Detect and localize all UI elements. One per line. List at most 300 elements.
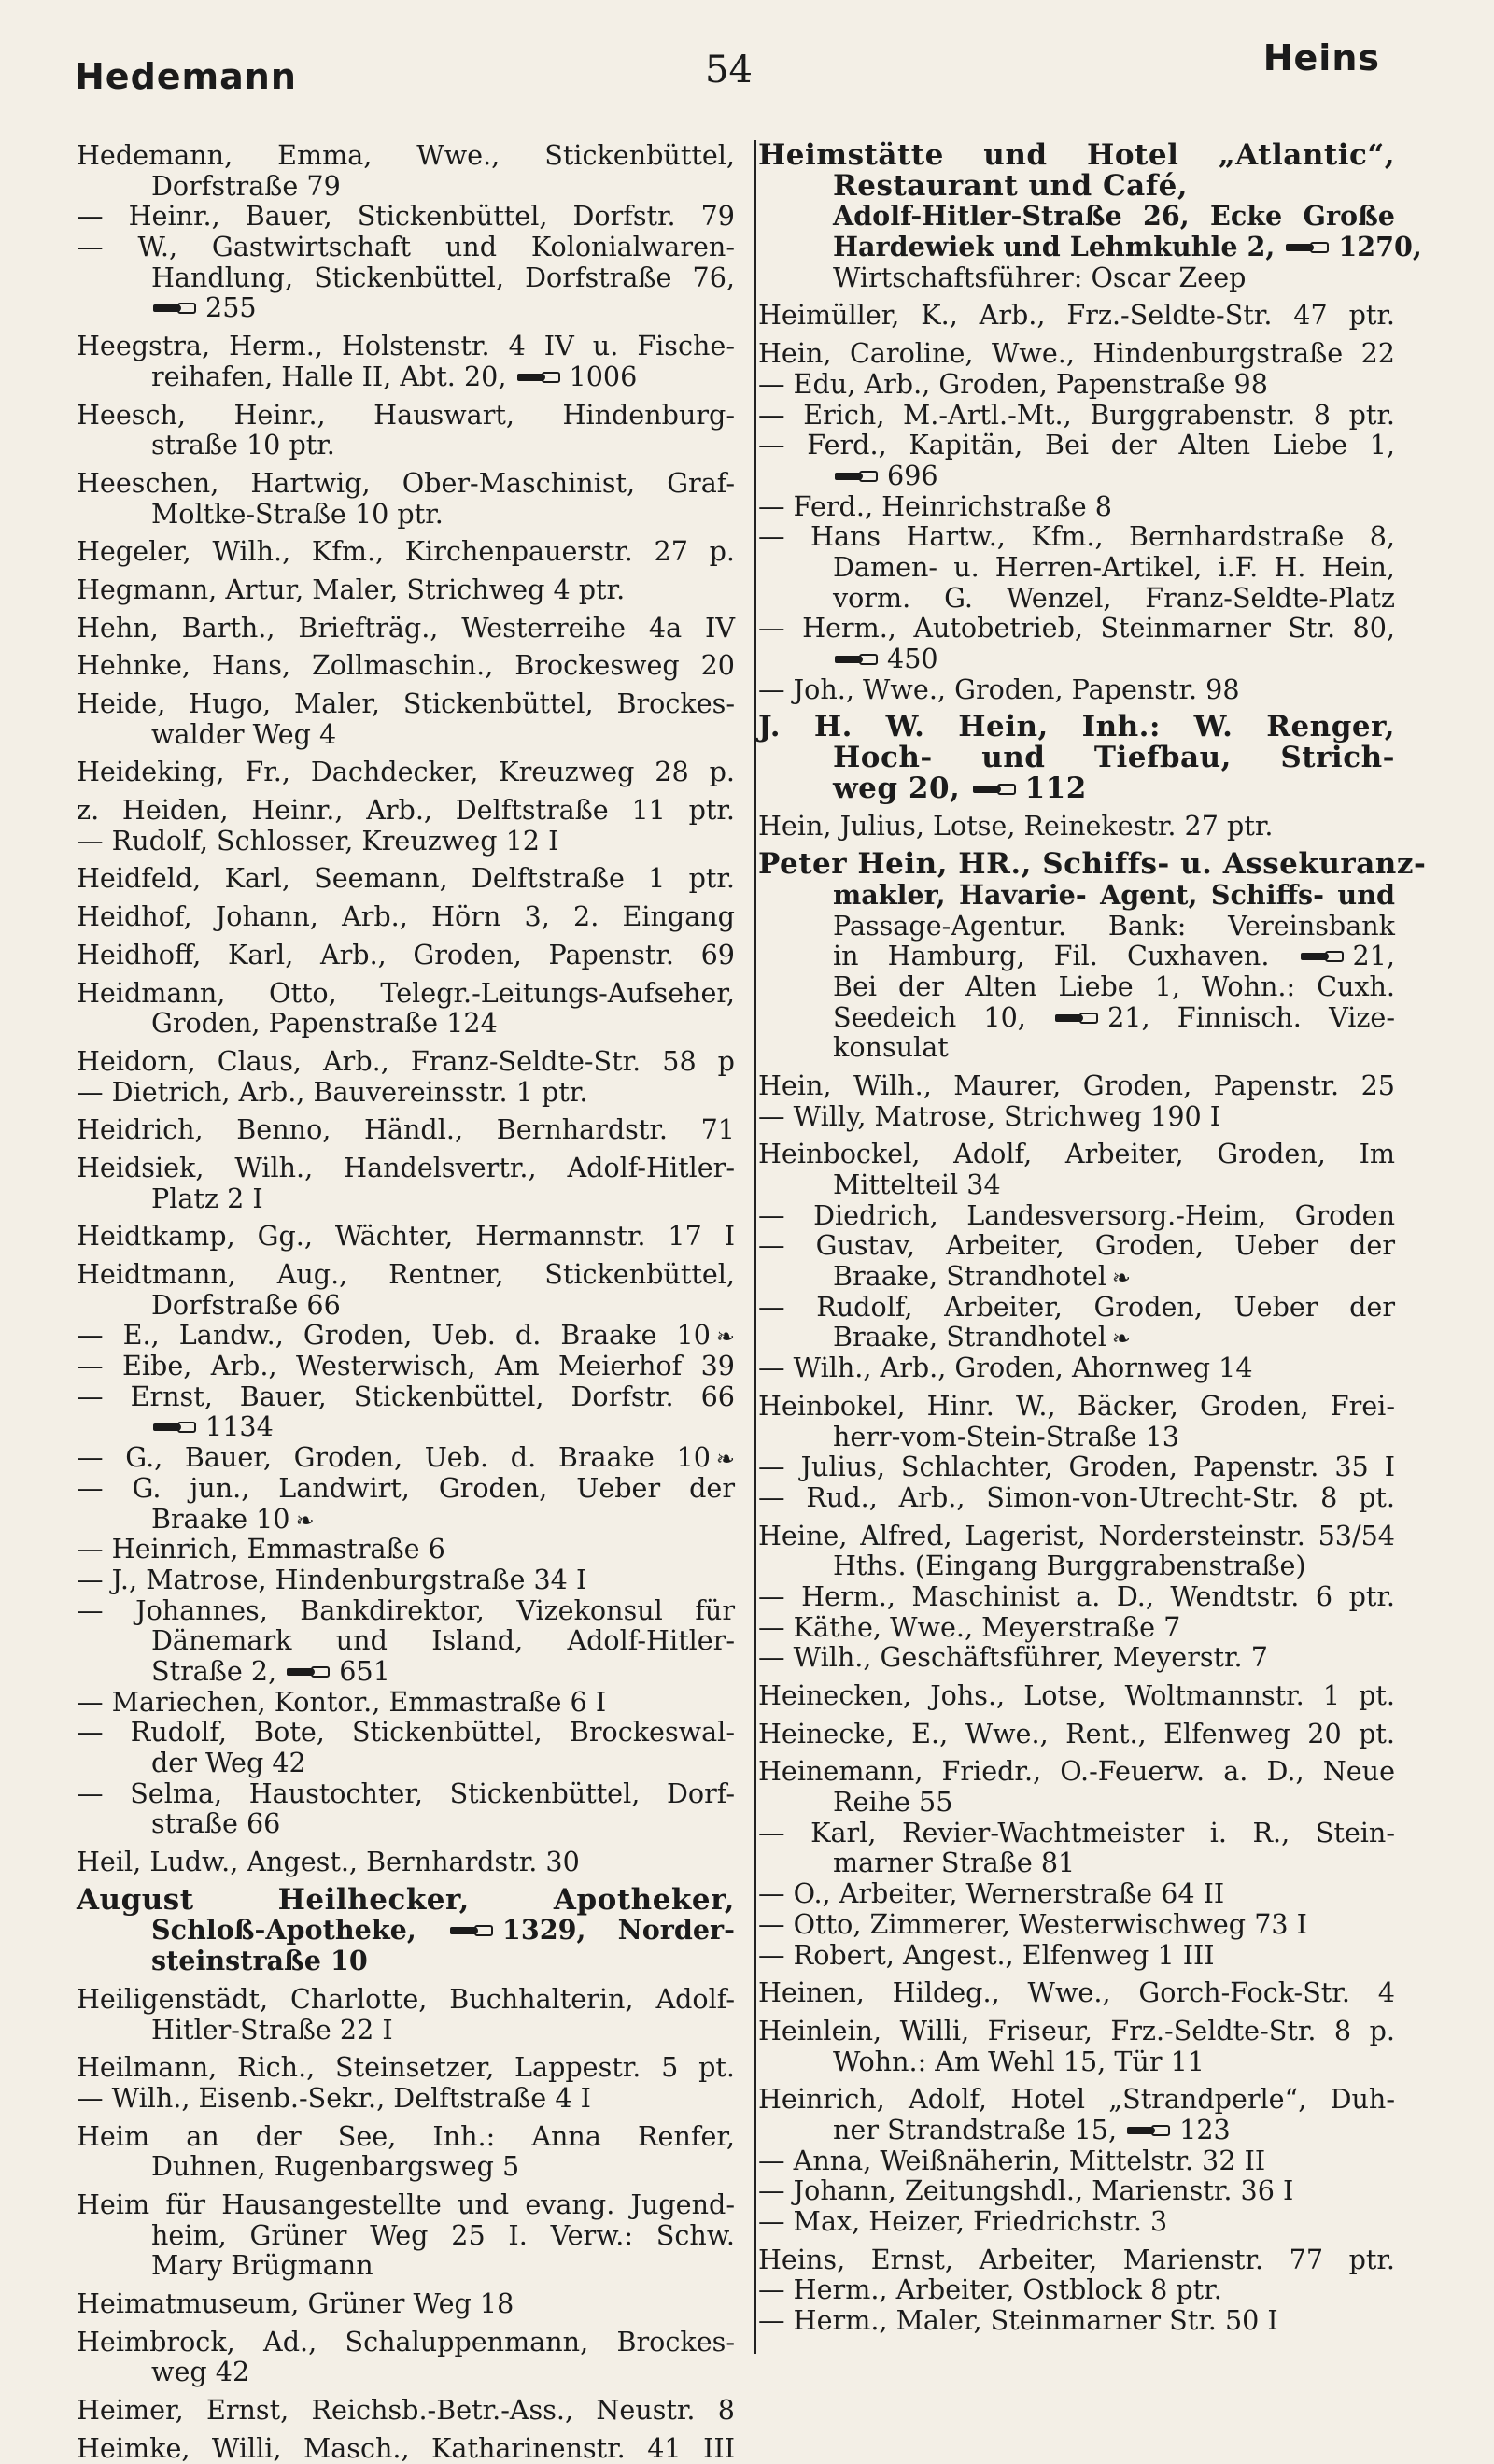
directory-line xyxy=(758,140,1395,171)
directory-line xyxy=(77,2327,735,2358)
directory-line xyxy=(758,1680,1395,1711)
telephone-icon xyxy=(1301,951,1344,962)
entry-text: — Julius, Schlachter, Groden, Papenstr. 35 I xyxy=(758,1451,1395,1483)
entry-text: Hein, Julius, Lotse, Reinekestr. 27 ptr. xyxy=(758,810,1274,843)
entry-text: — Mariechen, Kontor., Emmastraße 6 I xyxy=(77,1685,607,1718)
directory-line xyxy=(77,978,735,1009)
directory-line xyxy=(758,674,1395,705)
entry-text: — Rudolf, Schlosser, Kreuzweg 12 I xyxy=(77,824,559,857)
directory-line xyxy=(758,491,1395,522)
directory-line xyxy=(77,2357,735,2387)
directory-line xyxy=(758,552,1395,583)
entry-text: — Otto, Zimmerer, Westerwischweg 73 I xyxy=(758,1907,1307,1940)
entry-text: — J., Matrose, Hindenburgstraße 34 I xyxy=(77,1563,587,1595)
entry-text: J. H. W. Hein, Inh.: W. Renger, xyxy=(758,710,1395,744)
directory-line xyxy=(758,2175,1395,2206)
entry-text: — Ernst, Bauer, Stickenbüttel, Dorfstr. 66 xyxy=(77,1380,735,1412)
entry-text: straße 66 xyxy=(151,1807,281,1840)
directory-line xyxy=(758,1292,1395,1323)
directory-line xyxy=(77,430,735,460)
directory-line xyxy=(758,1521,1395,1551)
entry-text: Heine, Alfred, Lagerist, Nordersteinstr. 53/54 xyxy=(758,1519,1395,1551)
directory-line xyxy=(77,688,735,719)
entry-text: der Weg 42 xyxy=(151,1747,306,1778)
entry-text: Heinlein, Willi, Friseur, Frz.-Seldte-Str. 8 p. xyxy=(758,2014,1395,2046)
entry-text: Seedeich 10, xyxy=(833,1000,1026,1033)
entry-text: Heil, Ludw., Angest., Bernhardstr. 30 xyxy=(77,1846,580,1878)
entry-text: konsulat xyxy=(833,1031,949,1064)
directory-line xyxy=(758,1940,1395,1971)
post-horn-icon: ❧ xyxy=(1111,1325,1132,1352)
entry-text: — Wilh., Arb., Groden, Ahornweg 14 xyxy=(758,1352,1253,1384)
entry-text: Heim für Hausangestellte und evang. Jugend- xyxy=(77,2188,735,2220)
directory-line xyxy=(77,2395,735,2426)
directory-line xyxy=(77,1183,735,1214)
directory-line xyxy=(758,2145,1395,2176)
directory-line xyxy=(758,201,1395,232)
telephone-number: 651 xyxy=(339,1654,390,1687)
entry-text: Heilmann, Rich., Steinsetzer, Lappestr. 5 pt. xyxy=(77,2051,735,2084)
entry-text: — Ferd., Heinrichstraße 8 xyxy=(758,489,1112,522)
entry-text: — Johann, Zeitungshdl., Marienstr. 36 I xyxy=(758,2174,1294,2207)
directory-line xyxy=(758,1977,1395,2008)
entry-text: — O., Arbeiter, Wernerstraße 64 II xyxy=(758,1877,1225,1910)
directory-line xyxy=(77,201,735,232)
entry-text: weg 42 xyxy=(151,2356,250,2388)
directory-line xyxy=(77,232,735,262)
directory-line xyxy=(758,1352,1395,1383)
directory-line xyxy=(77,2151,735,2182)
directory-line xyxy=(77,1046,735,1077)
directory-line xyxy=(77,400,735,431)
entry-text: Heidsiek, Wilh., Handelsvertr., Adolf-Hitler- xyxy=(77,1151,735,1183)
directory-line xyxy=(77,2121,735,2152)
telephone-icon xyxy=(835,471,878,482)
entry-text: z. Heiden, Heinr., Arb., Delftstraße 11 ptr. xyxy=(77,794,735,827)
directory-line xyxy=(77,1882,735,1917)
entry-text: marner Straße 81 xyxy=(833,1847,1076,1879)
entry-text: — Eibe, Arb., Westerwisch, Am Meierhof 39 xyxy=(77,1350,735,1382)
directory-line xyxy=(758,1818,1395,1848)
entry-text: Passage-Agentur. Bank: Vereinsbank xyxy=(833,909,1395,942)
entry-text: steinstraße 10 xyxy=(151,1945,368,1977)
entry-text: Heideking, Fr., Dachdecker, Kreuzweg 28 p. xyxy=(77,756,735,788)
telephone-icon xyxy=(835,654,878,665)
directory-line xyxy=(758,644,1395,674)
entry-text: Schloß-Apotheke, xyxy=(151,1914,416,1947)
column-divider xyxy=(754,140,756,2354)
telephone-icon xyxy=(1286,242,1329,253)
entry-text: Heiligenstädt, Charlotte, Buchhalterin, Adolf- xyxy=(77,1982,735,2015)
directory-line xyxy=(77,2220,735,2251)
directory-line xyxy=(758,2274,1395,2305)
directory-line xyxy=(758,262,1395,293)
telephone-number: 21, Finnisch. Vize- xyxy=(1107,1000,1396,1033)
entry-text: Heidtkamp, Gg., Wächter, Hermannstr. 17 I xyxy=(77,1220,735,1253)
entry-text: — Diedrich, Landesversorg.-Heim, Groden xyxy=(758,1198,1395,1231)
entry-text: — Herm., Autobetrieb, Steinmarner Str. 80, xyxy=(758,612,1395,644)
directory-line xyxy=(77,940,735,970)
directory-line xyxy=(77,1504,735,1535)
directory-line xyxy=(77,757,735,787)
entry-text: Heimbrock, Ad., Schaluppenmann, Brockes- xyxy=(77,2325,735,2358)
entry-text: ner Strandstraße 15, xyxy=(833,2113,1118,2145)
directory-line xyxy=(77,613,735,644)
entry-text: Heeschen, Hartwig, Ober-Maschinist, Graf- xyxy=(77,466,735,499)
entry-text: Hegeler, Wilh., Kfm., Kirchenpauerstr. 27 p. xyxy=(77,535,735,568)
entry-text: — Joh., Wwe., Groden, Papenstr. 98 xyxy=(758,673,1240,705)
directory-line xyxy=(758,1230,1395,1261)
directory-line xyxy=(758,712,1395,743)
directory-line xyxy=(758,2206,1395,2237)
directory-line xyxy=(77,1534,735,1565)
directory-line xyxy=(77,1625,735,1656)
telephone-icon xyxy=(517,372,560,383)
entry-text: Braake, Strandhotel xyxy=(833,1260,1106,1293)
right-column xyxy=(758,138,1427,2337)
directory-line xyxy=(758,300,1395,331)
entry-text: — G. jun., Landwirt, Groden, Ueber der xyxy=(77,1471,735,1504)
directory-line xyxy=(758,811,1395,842)
directory-line xyxy=(77,262,735,293)
entry-text: Restaurant und Café, xyxy=(833,168,1189,203)
entry-text: — Erich, M.-Artl.-Mt., Burggrabenstr. 8 ptr. xyxy=(758,398,1395,431)
directory-line xyxy=(758,369,1395,400)
entry-text: Dänemark und Island, Adolf-Hitler- xyxy=(151,1624,735,1657)
directory-line xyxy=(77,1473,735,1504)
entry-text: 450 xyxy=(887,643,938,674)
directory-line xyxy=(77,2015,735,2046)
entry-text: in Hamburg, Fil. Cuxhaven. xyxy=(833,940,1270,972)
directory-line xyxy=(758,1451,1395,1482)
telephone-icon xyxy=(1055,1013,1098,1024)
directory-line xyxy=(758,911,1395,942)
directory-line xyxy=(758,847,1427,882)
entry-text: Peter Hein, HR., Schiffs- u. Assekuranz- xyxy=(758,847,1427,882)
telephone-icon xyxy=(287,1666,330,1678)
entry-text: Hitler-Straße 22 I xyxy=(151,2013,393,2046)
directory-line xyxy=(77,1984,735,2015)
entry-text: — Wilh., Eisenb.-Sekr., Delftstraße 4 I xyxy=(77,2081,591,2114)
directory-line xyxy=(77,1946,735,1976)
directory-line xyxy=(77,1320,735,1351)
directory-line xyxy=(77,1381,735,1412)
directory-line xyxy=(758,1261,1395,1292)
directory-line xyxy=(758,1002,1395,1033)
entry-text: makler, Havarie- Agent, Schiffs- und xyxy=(833,878,1395,911)
entry-text: Hein, Wilh., Maurer, Groden, Papenstr. 25 xyxy=(758,1069,1395,1101)
entry-text: Groden, Papenstraße 124 xyxy=(151,1007,498,1040)
telephone-number: 1329, Norder- xyxy=(501,1914,735,1947)
entry-text: Heinbockel, Adolf, Arbeiter, Groden, Im xyxy=(758,1138,1395,1170)
entry-text: Hehnke, Hans, Zollmaschin., Brockesweg 20 xyxy=(77,649,735,682)
entry-text: — Robert, Angest., Elfenweg 1 III xyxy=(758,1938,1215,1971)
entry-text: Heimüller, K., Arb., Frz.-Seldte-Str. 47 ptr. xyxy=(758,299,1395,332)
entry-text: Hoch- und Tiefbau, Strich- xyxy=(833,741,1395,775)
directory-line xyxy=(77,795,735,826)
entry-text: Heim an der See, Inh.: Anna Renfer, xyxy=(77,2119,735,2152)
directory-line xyxy=(758,460,1395,491)
directory-line xyxy=(77,292,735,323)
entry-text: — Selma, Haustochter, Stickenbüttel, Dorf- xyxy=(77,1777,735,1809)
entry-text: Heidtmann, Aug., Rentner, Stickenbüttel, xyxy=(77,1258,735,1290)
entry-text: 696 xyxy=(887,459,938,491)
directory-line xyxy=(758,1322,1395,1352)
directory-line xyxy=(758,338,1395,369)
directory-line xyxy=(77,1351,735,1381)
directory-line xyxy=(758,168,1395,203)
directory-line xyxy=(77,1717,735,1748)
directory-line xyxy=(77,468,735,499)
directory-line xyxy=(77,1153,735,1183)
directory-line xyxy=(77,1411,735,1442)
entry-text: Mary Brügmann xyxy=(151,2249,374,2282)
entry-text: — Ferd., Kapitän, Bei der Alten Liebe 1, xyxy=(758,429,1395,461)
directory-line xyxy=(77,719,735,750)
entry-text: — Edu, Arb., Groden, Papenstraße 98 xyxy=(758,367,1268,400)
directory-line xyxy=(758,1391,1395,1422)
directory-line xyxy=(77,1915,735,1946)
entry-text: heim, Grüner Weg 25 I. Verw.: Schw. xyxy=(151,2218,735,2251)
directory-line xyxy=(758,2016,1395,2046)
entry-text: 255 xyxy=(205,291,257,324)
directory-line xyxy=(758,231,1422,263)
entry-text: Heimatmuseum, Grüner Weg 18 xyxy=(77,2287,514,2319)
directory-line xyxy=(758,1169,1395,1200)
entry-text: — E., Landw., Groden, Ueb. d. Braake 10 xyxy=(77,1319,711,1352)
directory-line xyxy=(758,430,1395,460)
telephone-number: 112 xyxy=(1024,771,1087,805)
entry-text: Heimer, Ernst, Reichsb.-Betr.-Ass., Neustr. 8 xyxy=(77,2394,735,2427)
entry-text: Damen- u. Herren-Artikel, i.F. H. Hein, xyxy=(833,550,1395,583)
entry-text: walder Weg 4 xyxy=(151,717,337,750)
entry-text: reihafen, Halle II, Abt. 20, xyxy=(151,360,507,392)
entry-text: August Heilhecker, Apotheker, xyxy=(77,1882,735,1917)
directory-line xyxy=(758,941,1395,971)
entry-text: — Johannes, Bankdirektor, Vizekonsul für xyxy=(77,1593,735,1626)
directory-line xyxy=(758,1070,1395,1101)
directory-line xyxy=(77,1259,735,1290)
entry-text: Mittelteil 34 xyxy=(833,1168,1001,1200)
entry-text: — Gustav, Arbeiter, Groden, Ueber der xyxy=(758,1229,1395,1262)
directory-line xyxy=(77,140,735,171)
directory-line xyxy=(77,650,735,681)
entry-text: Wohn.: Am Wehl 15, Tür 11 xyxy=(833,2045,1205,2077)
entry-text: Adolf-Hitler-Straße 26, Ecke Große xyxy=(833,200,1395,233)
entry-text: Heidfeld, Karl, Seemann, Delftstraße 1 ptr. xyxy=(77,862,735,895)
directory-line xyxy=(77,1687,735,1718)
entry-text: straße 10 ptr. xyxy=(151,429,335,461)
directory-line xyxy=(758,1032,1395,1063)
directory-line xyxy=(77,2052,735,2083)
entry-text: — Willy, Matrose, Strichweg 190 I xyxy=(758,1099,1221,1132)
directory-line xyxy=(758,880,1395,911)
directory-line xyxy=(77,1565,735,1595)
entry-text: Heinbokel, Hinr. W., Bäcker, Groden, Frei- xyxy=(758,1389,1395,1422)
entry-text: Heidhoff, Karl, Arb., Groden, Papenstr. 69 xyxy=(77,938,735,970)
header-right-keyword: Heins xyxy=(1262,37,1380,78)
directory-line xyxy=(758,2084,1395,2115)
directory-line xyxy=(77,1077,735,1108)
directory-line xyxy=(758,2046,1395,2077)
entry-text: Moltke-Straße 10 ptr. xyxy=(151,497,444,530)
entry-text: Heinemann, Friedr., O.-Feuerw. a. D., Neue xyxy=(758,1755,1395,1788)
directory-line xyxy=(758,743,1395,773)
directory-line xyxy=(77,1778,735,1809)
directory-line xyxy=(758,773,1395,804)
entry-text: Hegmann, Artur, Maler, Strichweg 4 ptr. xyxy=(77,573,626,605)
entry-text: Platz 2 I xyxy=(151,1182,263,1214)
telephone-icon xyxy=(450,1925,493,1936)
directory-line xyxy=(77,1221,735,1252)
entry-text: Heinecken, Johs., Lotse, Woltmannstr. 1 pt. xyxy=(758,1679,1395,1711)
entry-text: — Heinr., Bauer, Stickenbüttel, Dorfstr. 79 xyxy=(77,200,735,233)
entry-text: Hths. (Eingang Burggrabenstraße) xyxy=(833,1550,1306,1582)
entry-text: Heins, Ernst, Arbeiter, Marienstr. 77 ptr. xyxy=(758,2243,1395,2275)
entry-text: Wirtschaftsführer: Oscar Zeep xyxy=(833,261,1247,293)
directory-line xyxy=(758,1909,1395,1940)
directory-line xyxy=(758,1551,1395,1581)
entry-text: — Heinrich, Emmastraße 6 xyxy=(77,1533,445,1565)
entry-text: Reihe 55 xyxy=(833,1786,953,1819)
telephone-number: 1270, xyxy=(1338,231,1422,263)
header-left-keyword: Hedemann xyxy=(75,56,297,97)
directory-line xyxy=(77,1442,735,1473)
directory-line xyxy=(758,1848,1395,1878)
directory-line xyxy=(758,2115,1395,2145)
entry-text: herr-vom-Stein-Straße 13 xyxy=(833,1420,1179,1452)
directory-line xyxy=(77,1808,735,1839)
post-horn-icon: ❧ xyxy=(715,1324,735,1351)
directory-line xyxy=(77,1595,735,1626)
directory-line xyxy=(77,2083,735,2114)
entry-text: — Dietrich, Arb., Bauvereinsstr. 1 ptr. xyxy=(77,1075,588,1108)
directory-line xyxy=(77,2288,735,2319)
directory-line xyxy=(758,1422,1395,1452)
directory-line xyxy=(758,521,1395,552)
telephone-number: 123 xyxy=(1179,2113,1231,2145)
directory-line xyxy=(758,1787,1395,1818)
directory-line xyxy=(77,361,735,392)
directory-line xyxy=(758,1581,1395,1612)
telephone-icon xyxy=(153,1422,196,1433)
entry-text: — Herm., Maschinist a. D., Wendtstr. 6 ptr. xyxy=(758,1579,1395,1612)
entry-text: — W., Gastwirtschaft und Kolonialwaren- xyxy=(77,231,735,263)
entry-text: — Rudolf, Bote, Stickenbüttel, Brockeswal- xyxy=(77,1716,735,1749)
entry-text: Heimke, Willi, Masch., Katharinenstr. 41 III xyxy=(77,2431,735,2464)
directory-line xyxy=(77,1114,735,1145)
entry-text: Hardewiek und Lehmkuhle 2, xyxy=(833,231,1276,263)
entry-text: Bei der Alten Liebe 1, Wohn.: Cuxh. xyxy=(833,970,1395,1002)
entry-text: Heinecke, E., Wwe., Rent., Elfenweg 20 pt. xyxy=(758,1717,1395,1749)
entry-text: — G., Bauer, Groden, Ueb. d. Braake 10 xyxy=(77,1441,711,1474)
directory-line xyxy=(758,1719,1395,1749)
telephone-icon xyxy=(153,303,196,314)
entry-text: Heide, Hugo, Maler, Stickenbüttel, Brockes- xyxy=(77,687,735,719)
entry-text: Straße 2, xyxy=(151,1654,277,1687)
directory-line xyxy=(77,1656,735,1687)
directory-line xyxy=(77,536,735,567)
directory-line xyxy=(77,331,735,361)
directory-line xyxy=(758,1642,1395,1673)
directory-line xyxy=(758,1200,1395,1231)
directory-line xyxy=(758,1139,1395,1169)
entry-text: — Käthe, Wwe., Meyerstraße 7 xyxy=(758,1610,1181,1643)
entry-text: — Max, Heizer, Friedrichstr. 3 xyxy=(758,2205,1168,2237)
directory-line xyxy=(77,863,735,894)
entry-text: Heimstätte und Hotel „Atlantic“, xyxy=(758,138,1395,172)
entry-text: — Rud., Arb., Simon-von-Utrecht-Str. 8 pt. xyxy=(758,1480,1395,1513)
entry-text: weg 20, xyxy=(833,771,961,805)
directory-line xyxy=(77,574,735,605)
entry-text: — Herm., Arbeiter, Ostblock 8 ptr. xyxy=(758,2273,1222,2306)
post-horn-icon: ❧ xyxy=(715,1446,735,1473)
entry-text: Heegstra, Herm., Holstenstr. 4 IV u. Fische- xyxy=(77,330,735,362)
telephone-number: 1006 xyxy=(569,360,638,392)
page-number: 54 xyxy=(705,49,753,92)
telephone-icon xyxy=(973,784,1016,795)
entry-text: — Anna, Weißnäherin, Mittelstr. 32 II xyxy=(758,2144,1266,2176)
directory-line xyxy=(758,2305,1395,2336)
entry-text: — Rudolf, Arbeiter, Groden, Ueber der xyxy=(758,1290,1395,1323)
directory-line xyxy=(758,583,1395,614)
directory-line xyxy=(77,1290,735,1321)
entry-text: Heidhof, Johann, Arb., Hörn 3, 2. Eingang xyxy=(77,900,735,933)
entry-text: Hehn, Barth., Briefträg., Westerreihe 4a IV xyxy=(77,611,735,644)
entry-text: Heidmann, Otto, Telegr.-Leitungs-Aufseher, xyxy=(77,976,735,1009)
directory-line xyxy=(758,1482,1395,1513)
directory-line xyxy=(77,826,735,857)
directory-line xyxy=(758,1878,1395,1909)
directory-line xyxy=(77,2189,735,2220)
entry-text: Heinen, Hildeg., Wwe., Gorch-Fock-Str. 4 xyxy=(758,1976,1395,2009)
post-horn-icon: ❧ xyxy=(295,1507,315,1534)
entry-text: vorm. G. Wenzel, Franz-Seldte-Platz xyxy=(833,581,1395,614)
entry-text: Dorfstraße 79 xyxy=(151,169,341,202)
directory-line xyxy=(758,1101,1395,1132)
directory-line xyxy=(77,901,735,932)
directory-line xyxy=(758,613,1395,644)
entry-text: — Hans Hartw., Kfm., Bernhardstraße 8, xyxy=(758,520,1395,553)
directory-line xyxy=(77,499,735,530)
directory-line xyxy=(77,1847,735,1877)
entry-text: 1134 xyxy=(205,1410,274,1443)
directory-line xyxy=(77,171,735,202)
entry-text: Heidorn, Claus, Arb., Franz-Seldte-Str. 58 p xyxy=(77,1044,735,1077)
entry-text: Duhnen, Rugenbargsweg 5 xyxy=(151,2150,520,2183)
entry-text: Hein, Caroline, Wwe., Hindenburgstraße 22 xyxy=(758,337,1395,370)
directory-line xyxy=(758,2245,1395,2275)
directory-line xyxy=(758,1756,1395,1787)
directory-line xyxy=(758,971,1395,1002)
entry-text: Hedemann, Emma, Wwe., Stickenbüttel, xyxy=(77,139,735,171)
entry-text: — Karl, Revier-Wachtmeister i. R., Stein- xyxy=(758,1816,1395,1848)
directory-line xyxy=(77,1008,735,1039)
entry-text: Braake, Strandhotel xyxy=(833,1321,1106,1353)
directory-line xyxy=(758,400,1395,431)
left-column xyxy=(77,140,735,2463)
directory-line xyxy=(758,1612,1395,1643)
entry-text: Heesch, Heinr., Hauswart, Hindenburg- xyxy=(77,398,735,431)
entry-text: Braake 10 xyxy=(151,1502,290,1535)
telephone-number: 21, xyxy=(1352,940,1396,972)
entry-text: Dorfstraße 66 xyxy=(151,1288,341,1321)
directory-line xyxy=(77,2433,735,2464)
post-horn-icon: ❧ xyxy=(1111,1265,1132,1292)
directory-line xyxy=(77,1748,735,1778)
entry-text: — Wilh., Geschäftsführer, Meyerstr. 7 xyxy=(758,1641,1268,1674)
telephone-icon xyxy=(1127,2125,1170,2136)
